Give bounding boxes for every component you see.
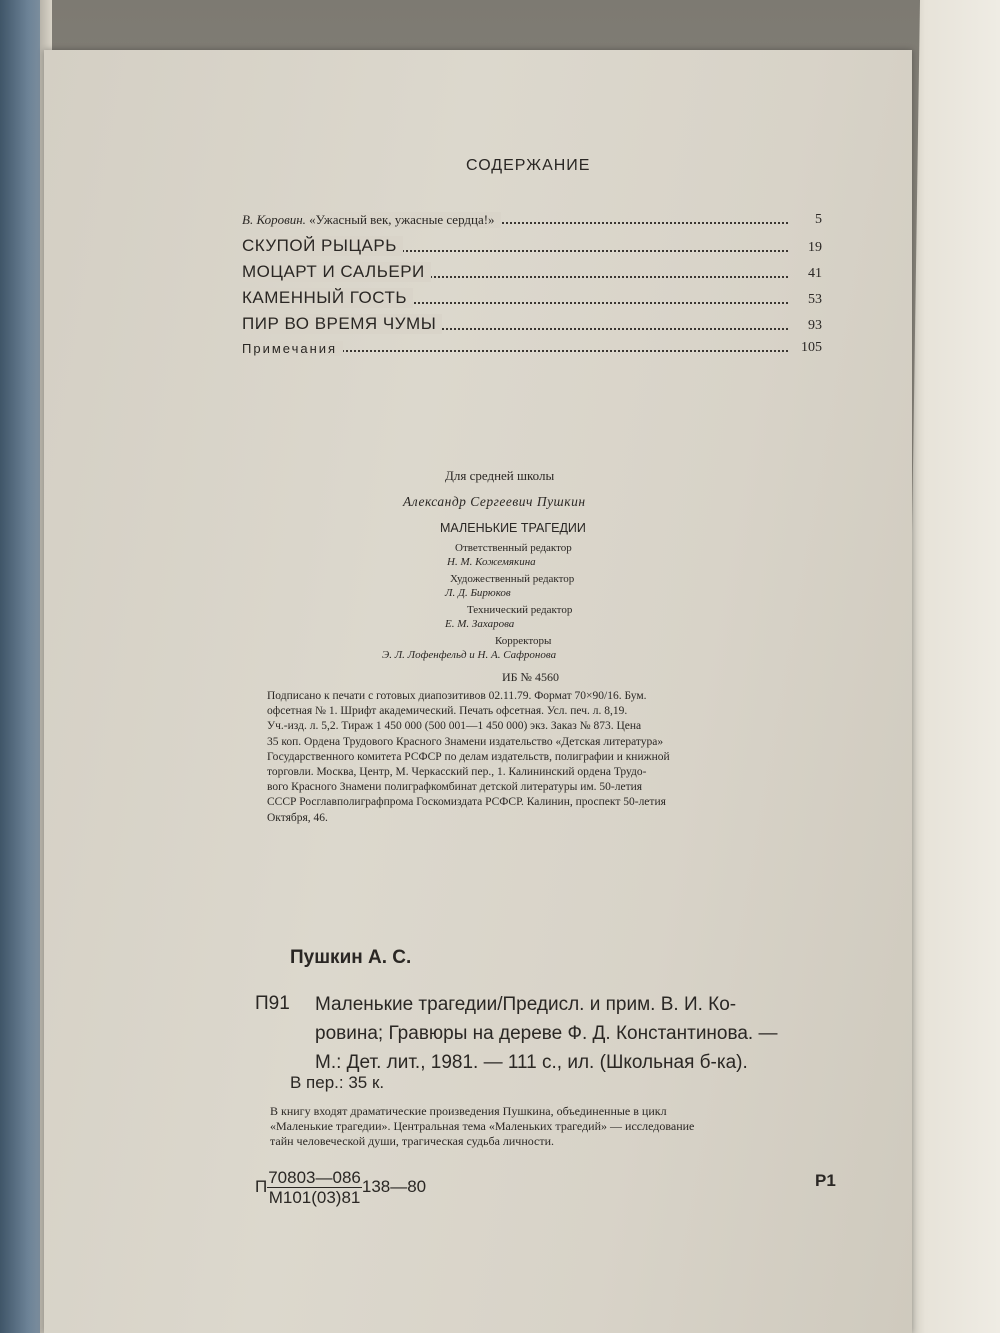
imprint-tech-editor-role: Технический редактор	[467, 604, 573, 616]
catalog-index-fraction	[267, 1168, 362, 1207]
imprint-details	[267, 689, 803, 826]
imprint-ib: ИБ № 4560	[502, 670, 560, 684]
toc-item-page: 93	[808, 318, 822, 333]
catalog-description-line: ровина; Гравюры на дереве Ф. Д. Константинова. —	[315, 1023, 778, 1044]
catalog-annotation-line: В книгу входят драматические произведения Пушкина, объединенные в цикл	[270, 1104, 667, 1118]
toc-item	[242, 286, 822, 308]
catalog-description-line: М.: Дет. лит., 1981. — 111 с., ил. (Школьная б-ка).	[315, 1052, 748, 1073]
toc-item-page: 5	[815, 212, 822, 227]
imprint-details-line: Уч.-изд. л. 5,2. Тираж 1 450 000 (500 001—1 450 000) экз. Заказ № 873. Цена	[267, 720, 642, 733]
imprint-details-line: Октября, 46.	[267, 811, 328, 824]
imprint-details-line: торговли. Москва, Центр, М. Черкасский пер., 1. Калининский ордена Трудо-	[267, 766, 647, 779]
imprint-chief-editor-role: Ответственный редактор	[455, 542, 572, 554]
toc-item	[242, 206, 822, 228]
imprint-chief-editor: Н. М. Кожемякина	[447, 556, 536, 568]
toc-item-page: 41	[808, 266, 822, 281]
imprint-details-line: Государственного комитета РСФСР по делам издательств, полиграфии и книжной	[267, 750, 670, 763]
toc-item-title: «Ужасный век, ужасные сердца!»	[309, 212, 495, 227]
imprint-details-line: вого Красного Знамени полиграфкомбинат детской литературы им. 50-летия	[267, 781, 643, 794]
catalog-annotation-line: «Маленькие трагедии». Центральная тема «Маленьких трагедий» — исследование	[270, 1119, 695, 1133]
catalog-index-suffix: 138—80	[361, 1176, 427, 1196]
imprint-tech-editor: Е. М. Захарова	[445, 618, 515, 630]
catalog-index-denominator: М101(03)81	[268, 1188, 361, 1207]
toc-item	[242, 312, 822, 334]
catalog-index-prefix: П	[255, 1176, 268, 1196]
catalog-description-line: Маленькие трагедии/Предисл. и прим. В. И. Ко-	[315, 994, 737, 1015]
catalog-description	[315, 990, 778, 1077]
toc-item-title: СКУПОЙ РЫЦАРЬ	[242, 236, 403, 256]
imprint-details-line: Подписано к печати с готовых диапозитивов 02.11.79. Формат 70×90/16. Бум.	[267, 690, 647, 702]
toc-item-title: МОЦАРТ И САЛЬЕРИ	[242, 262, 431, 282]
toc-item-page: 53	[808, 292, 822, 307]
imprint-art-editor: Л. Д. Бирюков	[445, 587, 511, 599]
imprint-details-line: СССР Росглавполиграфпрома Госкомиздата РСФСР. Калинин, проспект 50-летия	[267, 796, 666, 809]
toc-item-page: 105	[801, 340, 822, 355]
imprint-art-editor-role: Художественный редактор	[450, 573, 575, 585]
catalog-annotation	[270, 1104, 694, 1149]
toc-item-author: В. Коровин.	[242, 212, 306, 227]
imprint-details-line: 35 коп. Ордена Трудового Красного Знамени издательство «Детская литература»	[267, 735, 664, 748]
catalog-index-numerator: 70803—086	[268, 1168, 361, 1187]
toc-item-title: ПИР ВО ВРЕМЯ ЧУМЫ	[242, 314, 442, 334]
toc-item	[242, 260, 822, 282]
imprint-title: МАЛЕНЬКИЕ ТРАГЕДИИ	[440, 521, 586, 535]
catalog-price: В пер.: 35 к.	[290, 1073, 385, 1092]
catalog-author: Пушкин А. С.	[290, 947, 412, 968]
toc-title: СОДЕРЖАНИЕ	[466, 157, 591, 174]
toc-item-label	[242, 212, 501, 228]
toc-item-title: Примечания	[242, 341, 343, 356]
catalog-bbk: Р1	[815, 1171, 836, 1190]
imprint-proof-role: Корректоры	[495, 635, 552, 647]
toc-item-page: 19	[808, 240, 822, 255]
imprint-proof: Э. Л. Лофенфельд и Н. А. Сафронова	[382, 649, 557, 661]
imprint-author: Александр Сергеевич Пушкин	[403, 494, 586, 509]
catalog-code: П91	[255, 993, 290, 1014]
toc-item	[242, 234, 822, 256]
catalog-index	[255, 1168, 426, 1207]
catalog-annotation-line: тайн человеческой души, трагическая судьба личности.	[270, 1134, 555, 1148]
imprint-series: Для средней школы	[445, 468, 555, 483]
imprint-details-line: офсетная № 1. Шрифт академический. Печать офсетная. Усл. печ. л. 8,19.	[267, 705, 628, 718]
toc-item	[242, 334, 822, 356]
toc-item-title: КАМЕННЫЙ ГОСТЬ	[242, 288, 413, 308]
